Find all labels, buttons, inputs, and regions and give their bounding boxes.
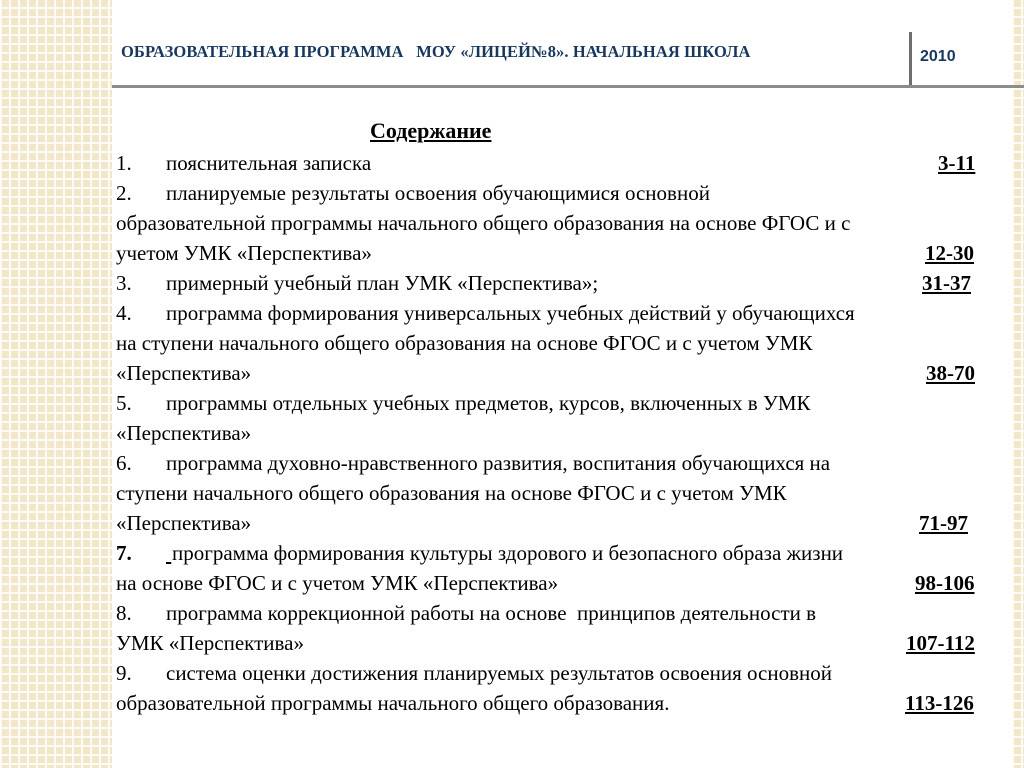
header-year: 2010 [920, 48, 956, 65]
toc-item-7-underline-mark [166, 538, 171, 568]
toc-item-2-number: 2. [116, 181, 132, 205]
toc-item-9-pages[interactable]: 113-126 [905, 691, 974, 715]
toc-item-2-pages[interactable]: 12-30 [925, 241, 974, 265]
toc-item-4-line-1: программа формирования универсальных учебных действий у обучающихся [166, 301, 855, 325]
toc-item-4-pages[interactable]: 38-70 [926, 361, 975, 385]
toc-item-3-number: 3. [116, 271, 132, 295]
toc-item-8-number: 8. [116, 601, 132, 625]
toc-item-7-number: 7. [116, 541, 132, 565]
toc-item-3-pages[interactable]: 31-37 [922, 271, 971, 295]
toc-item-3-line-1: примерный учебный план УМК «Перспектива»; [166, 271, 599, 295]
toc-item-6-line-3: «Перспектива» [116, 511, 252, 535]
toc-item-8-pages[interactable]: 107-112 [906, 631, 975, 655]
toc-item-2-line-2: образовательной программы начального общего образования на основе ФГОС и с [116, 211, 851, 235]
toc-item-5-number: 5. [116, 391, 132, 415]
toc-item-6-pages[interactable]: 71-97 [919, 511, 968, 535]
toc-item-4-line-2: на ступени начального общего образования на основе ФГОС и с учетом УМК [116, 331, 813, 355]
toc-item-6-line-1: программа духовно-нравственного развития, воспитания обучающихся на [166, 451, 831, 475]
toc-item-1-line-1: пояснительная записка [166, 151, 372, 175]
toc-item-1-number: 1. [116, 151, 132, 175]
toc-item-7-pages[interactable]: 98-106 [915, 571, 975, 595]
slide-header [112, 0, 1012, 86]
toc-item-2-line-1: планируемые результаты освоения обучающимися основной [166, 181, 710, 205]
toc-item-2-line-3: учетом УМК «Перспектива» [116, 241, 372, 265]
toc-item-5-line-2: «Перспектива» [116, 421, 252, 445]
decorative-pattern-right [1012, 0, 1024, 768]
toc-item-7-line-2: на основе ФГОС и с учетом УМК «Перспектива» [116, 571, 559, 595]
header-divider [909, 32, 912, 86]
toc-title: Содержание [370, 118, 492, 143]
toc-item-8-line-2: УМК «Перспектива» [116, 631, 304, 655]
toc-item-4-line-3: «Перспектива» [116, 361, 252, 385]
toc-item-9-line-1: система оценки достижения планируемых результатов освоения основной [166, 661, 832, 685]
decorative-pattern-left [0, 0, 112, 768]
toc-item-5-line-1: программы отдельных учебных предметов, курсов, включенных в УМК [166, 391, 811, 415]
toc-item-7-line-1: программа формирования культуры здорового и безопасного образа жизни [172, 541, 844, 565]
header-title: ОБРАЗОВАТЕЛЬНАЯ ПРОГРАММА МОУ «ЛИЦЕЙ№8». НАЧАЛЬНАЯ ШКОЛА [121, 42, 751, 61]
toc-item-8-line-1: программа коррекционной работы на основе принципов деятельности в [166, 601, 817, 625]
header-underline [112, 85, 1024, 88]
toc-item-9-number: 9. [116, 661, 132, 685]
toc-item-6-number: 6. [116, 451, 132, 475]
toc-item-9-line-2: образовательной программы начального общего образования. [116, 691, 670, 715]
toc-item-4-number: 4. [116, 301, 132, 325]
toc-item-1-pages[interactable]: 3-11 [938, 151, 976, 175]
toc-item-6-line-2: ступени начального общего образования на основе ФГОС и с учетом УМК [116, 481, 787, 505]
